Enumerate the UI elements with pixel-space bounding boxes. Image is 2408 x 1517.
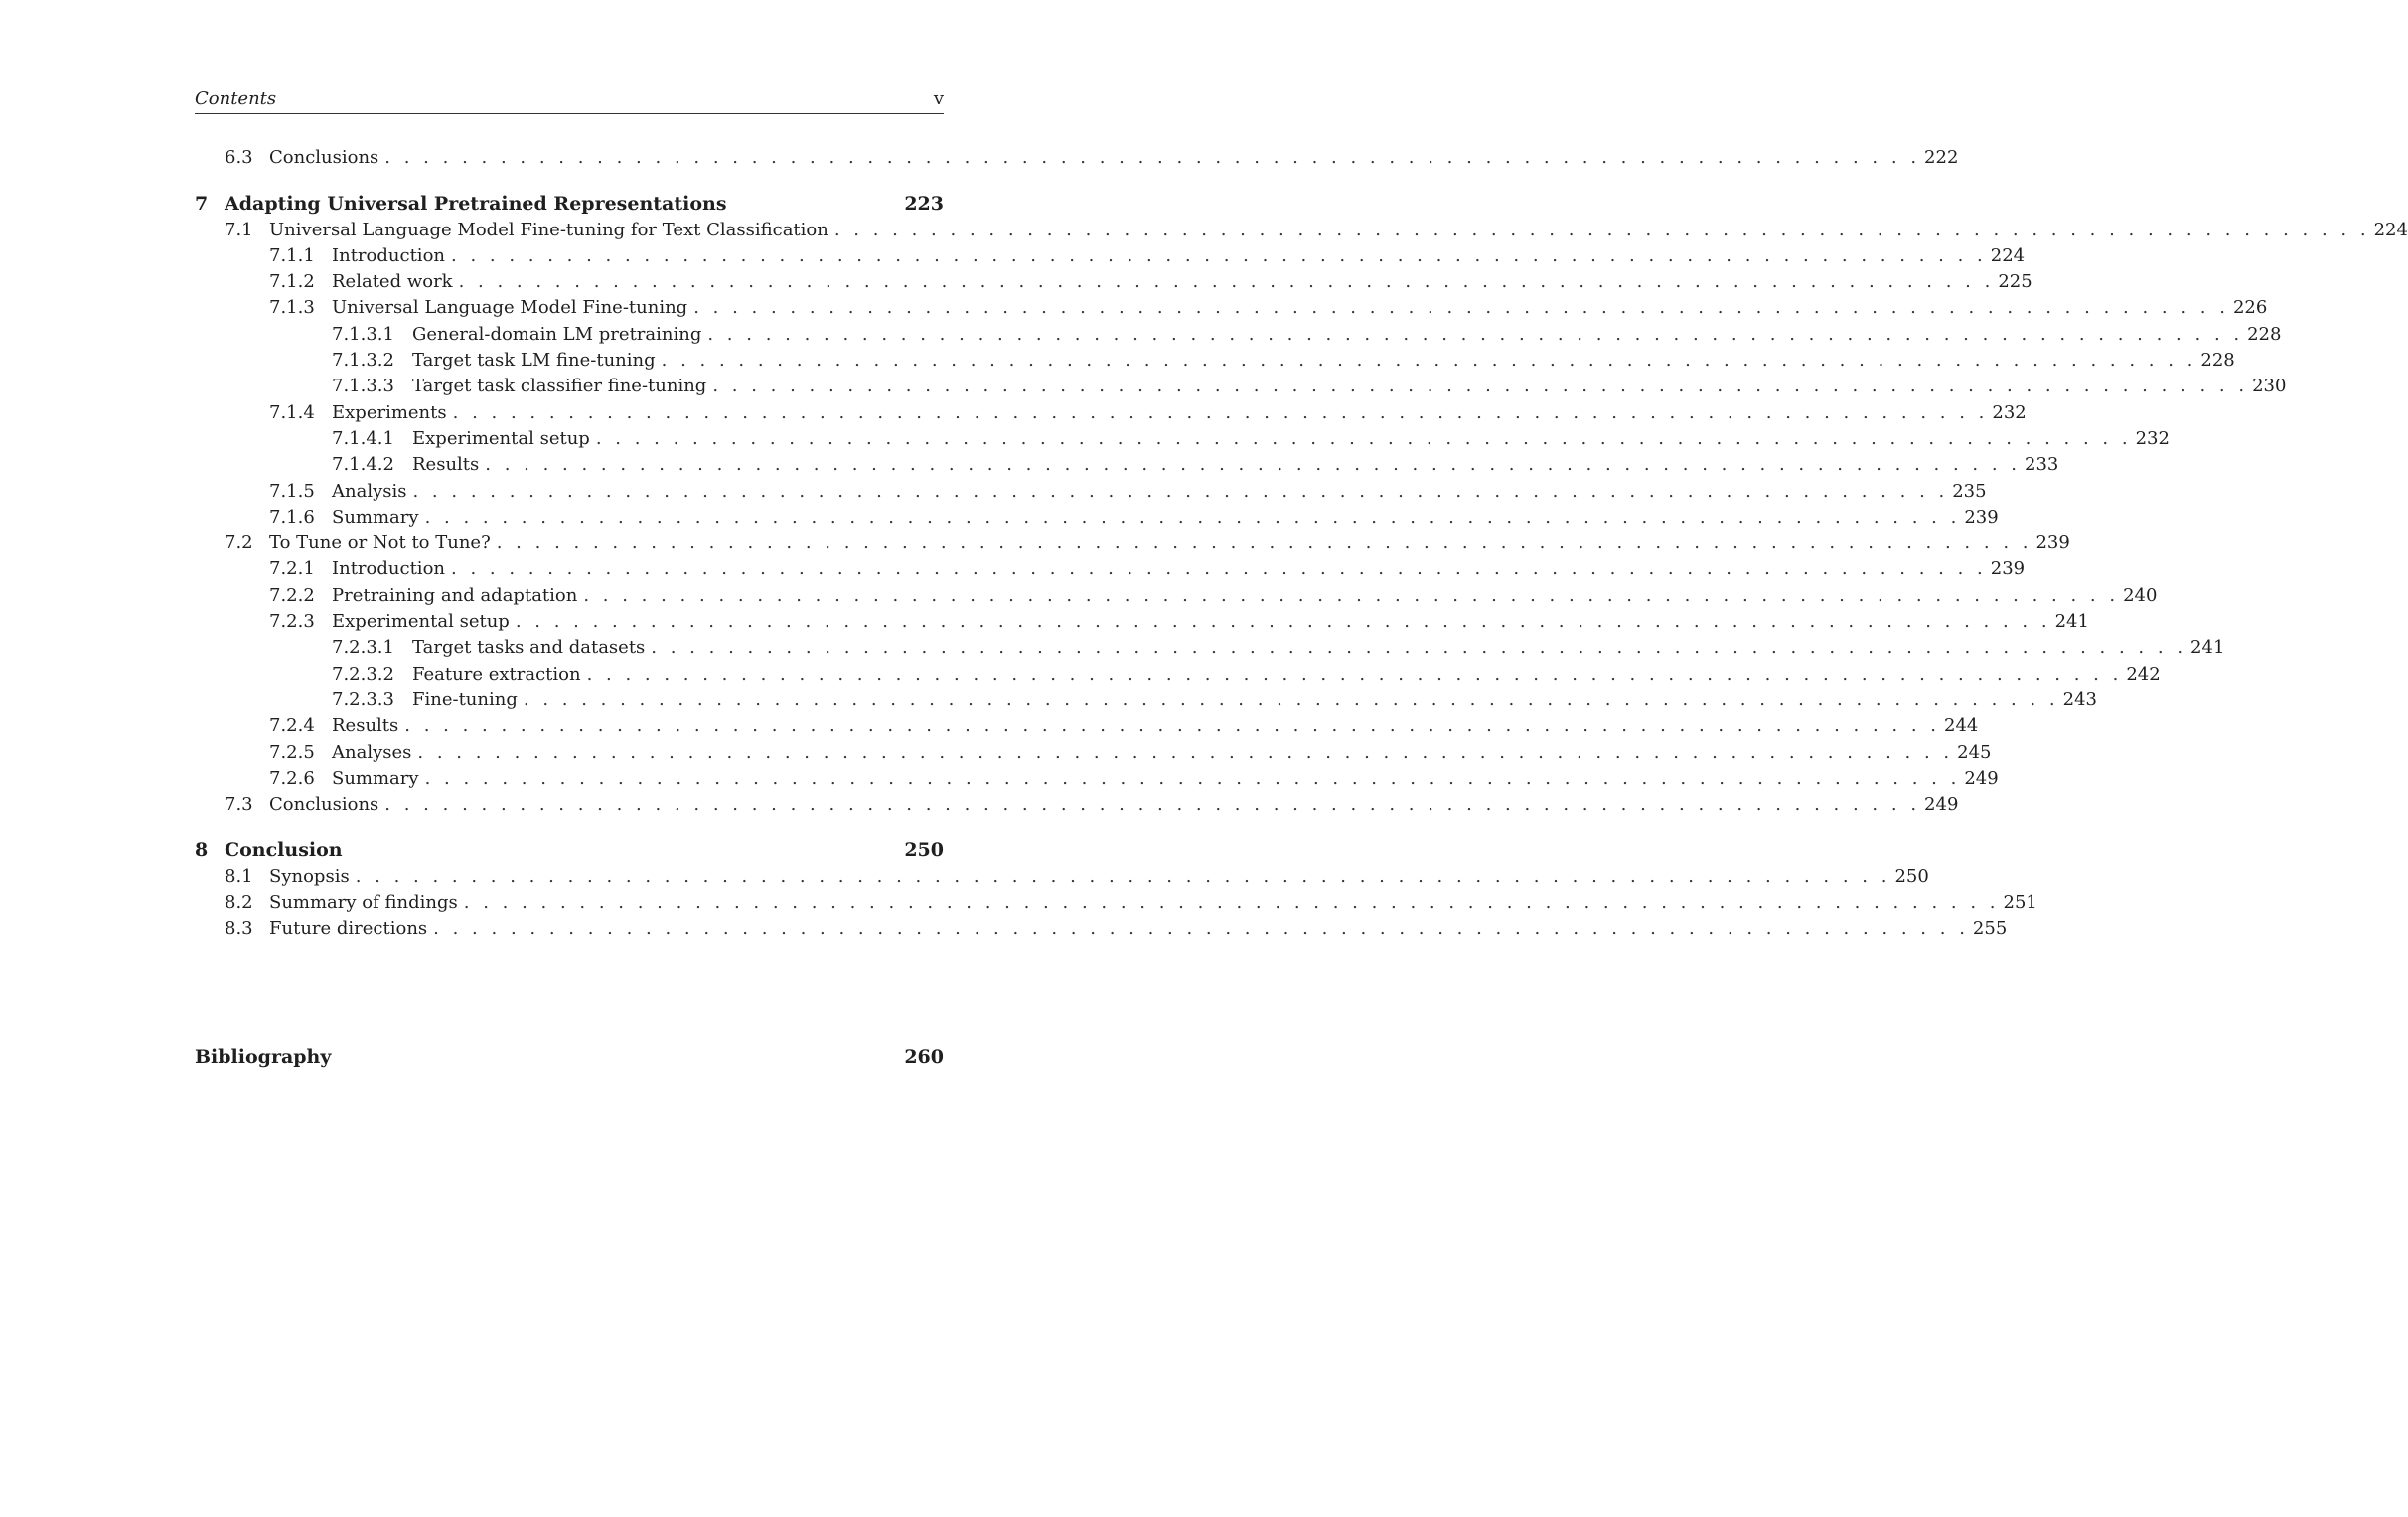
section-page-number: 224 bbox=[2373, 219, 2408, 240]
dot-leader: . . . . . . . . . . . . . . . . . . . . . . . . . . . . . . . . . . . . . . . . . . . . . . . . . . . . . . . . . . . . . . . . . . . . . . . . . . . . . . . . bbox=[833, 219, 2370, 240]
dot-leader: . . . . . . . . . . . . . . . . . . . . . . . . . . . . . . . . . . . . . . . . . . . . . . . . . . . . . . . . . . . . . . . . . . . . . . . . . . . . . . . . bbox=[458, 271, 1995, 293]
section-title: Summary bbox=[332, 767, 419, 789]
toc-spacer bbox=[195, 818, 944, 837]
toc-entry[interactable] bbox=[195, 322, 2282, 348]
section-number: 7.2 bbox=[225, 532, 253, 554]
toc-entry[interactable] bbox=[195, 766, 1999, 792]
toc-entry[interactable] bbox=[195, 916, 2008, 942]
section-number: 7.1.6 bbox=[269, 506, 315, 528]
section-number: 7.2.3 bbox=[269, 611, 315, 633]
section-number: 7.2.3.1 bbox=[332, 637, 394, 659]
section-page-number: 222 bbox=[1924, 147, 1959, 168]
toc-spacer bbox=[195, 943, 944, 1044]
section-page-number: 249 bbox=[1964, 767, 1999, 789]
section-number: 8.2 bbox=[225, 892, 253, 914]
section-number: 8.3 bbox=[225, 918, 253, 940]
toc-entry[interactable] bbox=[195, 295, 2268, 321]
chapter-title: Adapting Universal Pretrained Representations bbox=[225, 193, 727, 216]
section-page-number: 235 bbox=[1952, 480, 1987, 502]
section-title: Experimental setup bbox=[412, 427, 590, 449]
section-number: 7.1.5 bbox=[269, 480, 315, 502]
toc-entry[interactable] bbox=[195, 348, 2235, 374]
toc-entry[interactable] bbox=[195, 792, 1959, 818]
section-title: Synopsis bbox=[269, 865, 350, 887]
section-page-number: 232 bbox=[2135, 427, 2170, 449]
toc-entry[interactable] bbox=[195, 740, 1992, 766]
section-number: 7.1.4.1 bbox=[332, 427, 394, 449]
section-page-number: 225 bbox=[1998, 271, 2032, 293]
section-number: 8.1 bbox=[225, 865, 253, 887]
dot-leader: . . . . . . . . . . . . . . . . . . . . . . . . . . . . . . . . . . . . . . . . . . . . . . . . . . . . . . . . . . . . . . . . . . . . . . . . . . . . . . . . bbox=[661, 350, 2197, 372]
section-title: Target tasks and datasets bbox=[412, 637, 646, 659]
section-page-number: 250 bbox=[1894, 865, 1929, 887]
section-page-number: 243 bbox=[2062, 688, 2097, 710]
section-number: 7.2.1 bbox=[269, 558, 315, 580]
section-page-number: 228 bbox=[2247, 323, 2282, 345]
section-title: Related work bbox=[332, 271, 453, 293]
section-title: Fine-tuning bbox=[412, 688, 518, 710]
chapter-page-number: 250 bbox=[904, 839, 944, 862]
toc-entry[interactable] bbox=[195, 400, 2027, 426]
section-number: 7.1.3.1 bbox=[332, 323, 394, 345]
dot-leader: . . . . . . . . . . . . . . . . . . . . . . . . . . . . . . . . . . . . . . . . . . . . . . . . . . . . . . . . . . . . . . . . . . . . . . . . . . . . . . . . bbox=[463, 892, 2000, 914]
dot-leader: . . . . . . . . . . . . . . . . . . . . . . . . . . . . . . . . . . . . . . . . . . . . . . . . . . . . . . . . . . . . . . . . . . . . . . . . . . . . . . . . bbox=[515, 611, 2051, 633]
section-page-number: 226 bbox=[2232, 297, 2268, 319]
toc-entry[interactable] bbox=[195, 479, 1987, 505]
section-page-number: 241 bbox=[2054, 611, 2089, 633]
toc-spacer bbox=[195, 171, 944, 191]
dot-leader: . . . . . . . . . . . . . . . . . . . . . . . . . . . . . . . . . . . . . . . . . . . . . . . . . . . . . . . . . . . . . . . . . . . . . . . . . . . . . . . . bbox=[384, 147, 1921, 168]
section-title: To Tune or Not to Tune? bbox=[269, 532, 491, 554]
section-page-number: 230 bbox=[2252, 376, 2287, 397]
section-page-number: 232 bbox=[1992, 401, 2027, 423]
toc-entry[interactable] bbox=[195, 426, 2170, 452]
toc-entry[interactable] bbox=[195, 374, 2287, 399]
toc-entry[interactable] bbox=[195, 687, 2097, 713]
section-title: Introduction bbox=[332, 244, 445, 266]
section-number: 7.1.3 bbox=[269, 297, 315, 319]
section-page-number: 251 bbox=[2003, 892, 2037, 914]
section-number: 7.1.1 bbox=[269, 244, 315, 266]
section-title: Experiments bbox=[332, 401, 447, 423]
section-title: Pretraining and adaptation bbox=[332, 584, 578, 606]
section-number: 7.2.4 bbox=[269, 715, 315, 737]
section-number: 7.1.4 bbox=[269, 401, 315, 423]
section-number: 7.1.3.2 bbox=[332, 350, 394, 372]
section-page-number: 240 bbox=[2123, 584, 2158, 606]
dot-leader: . . . . . . . . . . . . . . . . . . . . . . . . . . . . . . . . . . . . . . . . . . . . . . . . . . . . . . . . . . . . . . . . . . . . . . . . . . . . . . . . bbox=[651, 637, 2187, 659]
section-page-number: 244 bbox=[1944, 715, 1979, 737]
toc-entry[interactable] bbox=[195, 635, 2225, 661]
section-title: Results bbox=[332, 715, 399, 737]
section-number: 7.2.6 bbox=[269, 767, 315, 789]
toc-entry[interactable] bbox=[195, 662, 2161, 687]
section-title: Conclusions bbox=[269, 794, 379, 816]
running-header-page-number: v bbox=[933, 88, 944, 109]
dot-leader: . . . . . . . . . . . . . . . . . . . . . . . . . . . . . . . . . . . . . . . . . . . . . . . . . . . . . . . . . . . . . . . . . . . . . . . . . . . . . . . . bbox=[586, 663, 2123, 684]
toc-entry[interactable] bbox=[195, 531, 2070, 556]
toc-entry[interactable] bbox=[195, 556, 2026, 582]
section-page-number: 242 bbox=[2126, 663, 2161, 684]
section-title: Introduction bbox=[332, 558, 445, 580]
dot-leader: . . . . . . . . . . . . . . . . . . . . . . . . . . . . . . . . . . . . . . . . . . . . . . . . . . . . . . . . . . . . . . . . . . . . . . . . . . . . . . . . bbox=[451, 244, 1987, 266]
section-page-number: 245 bbox=[1957, 741, 1992, 763]
toc-entry[interactable] bbox=[195, 145, 1959, 171]
section-title: Universal Language Model Fine-tuning for Text Classification bbox=[269, 219, 828, 240]
chapter-number: 8 bbox=[195, 839, 209, 862]
section-title: Analysis bbox=[332, 480, 407, 502]
section-title: Future directions bbox=[269, 918, 428, 940]
toc-entry[interactable] bbox=[195, 218, 2408, 243]
section-title: Analyses bbox=[332, 741, 412, 763]
dot-leader: . . . . . . . . . . . . . . . . . . . . . . . . . . . . . . . . . . . . . . . . . . . . . . . . . . . . . . . . . . . . . . . . . . . . . . . . . . . . . . . . bbox=[595, 427, 2132, 449]
section-number: 7.2.2 bbox=[269, 584, 315, 606]
table-of-contents bbox=[195, 145, 2408, 1070]
running-header-title: Contents bbox=[195, 88, 277, 109]
dot-leader: . . . . . . . . . . . . . . . . . . . . . . . . . . . . . . . . . . . . . . . . . . . . . . . . . . . . . . . . . . . . . . . . . . . . . . . . . . . . . . . . bbox=[424, 506, 1961, 528]
chapter-page-number: 223 bbox=[904, 193, 944, 216]
section-page-number: 255 bbox=[1972, 918, 2008, 940]
section-number: 7.2.5 bbox=[269, 741, 315, 763]
section-page-number: 228 bbox=[2200, 350, 2235, 372]
dot-leader: . . . . . . . . . . . . . . . . . . . . . . . . . . . . . . . . . . . . . . . . . . . . . . . . . . . . . . . . . . . . . . . . . . . . . . . . . . . . . . . . bbox=[451, 558, 1987, 580]
section-number: 7.1.4.2 bbox=[332, 454, 394, 476]
dot-leader: . . . . . . . . . . . . . . . . . . . . . . . . . . . . . . . . . . . . . . . . . . . . . . . . . . . . . . . . . . . . . . . . . . . . . . . . . . . . . . . . bbox=[404, 715, 1941, 737]
toc-bibliography-entry[interactable] bbox=[195, 1044, 944, 1070]
dot-leader: . . . . . . . . . . . . . . . . . . . . . . . . . . . . . . . . . . . . . . . . . . . . . . . . . . . . . . . . . . . . . . . . . . . . . . . . . . . . . . . . bbox=[384, 794, 1921, 816]
section-number: 7.1.3.3 bbox=[332, 376, 394, 397]
toc-entry[interactable] bbox=[195, 505, 1999, 531]
section-page-number: 239 bbox=[1990, 558, 2026, 580]
dot-leader: . . . . . . . . . . . . . . . . . . . . . . . . . . . . . . . . . . . . . . . . . . . . . . . . . . . . . . . . . . . . . . . . . . . . . . . . . . . . . . . . bbox=[417, 741, 1954, 763]
toc-entry[interactable] bbox=[195, 864, 1929, 890]
section-page-number: 239 bbox=[1964, 506, 1999, 528]
chapter-title: Conclusion bbox=[225, 839, 343, 862]
toc-entry[interactable] bbox=[195, 243, 2026, 269]
toc-entry[interactable] bbox=[195, 452, 2059, 478]
dot-leader: . . . . . . . . . . . . . . . . . . . . . . . . . . . . . . . . . . . . . . . . . . . . . . . . . . . . . . . . . . . . . . . . . . . . . . . . . . . . . . . . bbox=[712, 376, 2249, 397]
section-number: 7.3 bbox=[225, 794, 253, 816]
dot-leader: . . . . . . . . . . . . . . . . . . . . . . . . . . . . . . . . . . . . . . . . . . . . . . . . . . . . . . . . . . . . . . . . . . . . . . . . . . . . . . . . bbox=[693, 297, 2229, 319]
dot-leader: . . . . . . . . . . . . . . . . . . . . . . . . . . . . . . . . . . . . . . . . . . . . . . . . . . . . . . . . . . . . . . . . . . . . . . . . . . . . . . . . bbox=[433, 918, 1969, 940]
chapter-number: 7 bbox=[195, 193, 209, 216]
dot-leader: . . . . . . . . . . . . . . . . . . . . . . . . . . . . . . . . . . . . . . . . . . . . . . . . . . . . . . . . . . . . . . . . . . . . . . . . . . . . . . . . bbox=[583, 584, 2120, 606]
toc-entry[interactable] bbox=[195, 713, 1979, 739]
section-number: 7.1.2 bbox=[269, 271, 315, 293]
section-title: Experimental setup bbox=[332, 611, 510, 633]
section-number: 7.1 bbox=[225, 219, 253, 240]
section-page-number: 249 bbox=[1924, 794, 1959, 816]
section-title: Target task classifier fine-tuning bbox=[412, 376, 707, 397]
toc-entry[interactable] bbox=[195, 583, 2158, 609]
section-page-number: 224 bbox=[1990, 244, 2026, 266]
section-page-number: 241 bbox=[2190, 637, 2225, 659]
section-title: Universal Language Model Fine-tuning bbox=[332, 297, 688, 319]
dot-leader: . . . . . . . . . . . . . . . . . . . . . . . . . . . . . . . . . . . . . . . . . . . . . . . . . . . . . . . . . . . . . . . . . . . . . . . . . . . . . . . . bbox=[707, 323, 2244, 345]
running-header bbox=[195, 87, 944, 114]
toc-chapter-entry[interactable] bbox=[195, 191, 944, 217]
section-page-number: 233 bbox=[2025, 454, 2059, 476]
toc-entry[interactable] bbox=[195, 269, 2032, 295]
dot-leader: . . . . . . . . . . . . . . . . . . . . . . . . . . . . . . . . . . . . . . . . . . . . . . . . . . . . . . . . . . . . . . . . . . . . . . . . . . . . . . . . bbox=[355, 865, 1891, 887]
dot-leader: . . . . . . . . . . . . . . . . . . . . . . . . . . . . . . . . . . . . . . . . . . . . . . . . . . . . . . . . . . . . . . . . . . . . . . . . . . . . . . . . bbox=[523, 688, 2059, 710]
section-number: 6.3 bbox=[225, 147, 253, 168]
section-number: 7.2.3.3 bbox=[332, 688, 394, 710]
section-title: General-domain LM pretraining bbox=[412, 323, 702, 345]
bibliography-page-number: 260 bbox=[904, 1045, 944, 1068]
section-title: Target task LM fine-tuning bbox=[412, 350, 656, 372]
section-title: Feature extraction bbox=[412, 663, 581, 684]
dot-leader: . . . . . . . . . . . . . . . . . . . . . . . . . . . . . . . . . . . . . . . . . . . . . . . . . . . . . . . . . . . . . . . . . . . . . . . . . . . . . . . . bbox=[412, 480, 1949, 502]
section-title: Summary bbox=[332, 506, 419, 528]
section-title: Conclusions bbox=[269, 147, 379, 168]
section-page-number: 239 bbox=[2035, 532, 2070, 554]
dot-leader: . . . . . . . . . . . . . . . . . . . . . . . . . . . . . . . . . . . . . . . . . . . . . . . . . . . . . . . . . . . . . . . . . . . . . . . . . . . . . . . . bbox=[485, 454, 2022, 476]
dot-leader: . . . . . . . . . . . . . . . . . . . . . . . . . . . . . . . . . . . . . . . . . . . . . . . . . . . . . . . . . . . . . . . . . . . . . . . . . . . . . . . . bbox=[496, 532, 2032, 554]
dot-leader: . . . . . . . . . . . . . . . . . . . . . . . . . . . . . . . . . . . . . . . . . . . . . . . . . . . . . . . . . . . . . . . . . . . . . . . . . . . . . . . . bbox=[424, 767, 1961, 789]
toc-entry[interactable] bbox=[195, 609, 2089, 635]
section-title: Summary of findings bbox=[269, 892, 458, 914]
toc-chapter-entry[interactable] bbox=[195, 837, 944, 863]
dot-leader: . . . . . . . . . . . . . . . . . . . . . . . . . . . . . . . . . . . . . . . . . . . . . . . . . . . . . . . . . . . . . . . . . . . . . . . . . . . . . . . . bbox=[452, 401, 1989, 423]
section-title: Results bbox=[412, 454, 480, 476]
bibliography-title: Bibliography bbox=[195, 1045, 332, 1068]
section-number: 7.2.3.2 bbox=[332, 663, 394, 684]
toc-entry[interactable] bbox=[195, 890, 2037, 916]
